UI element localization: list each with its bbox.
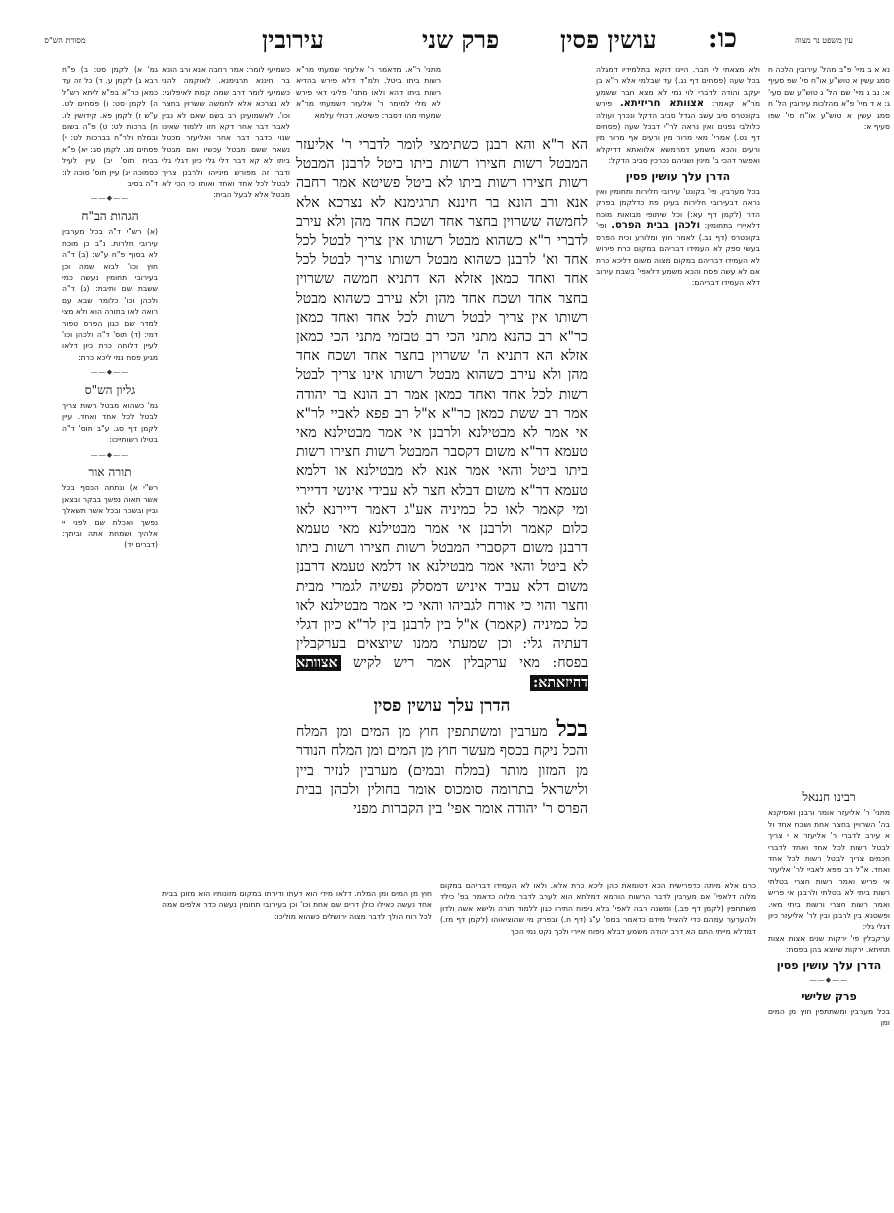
daf-number: כו: <box>708 24 737 54</box>
gilyon-title: גליון הש"ס <box>84 382 136 397</box>
bottom-tosafot-block <box>440 880 756 1180</box>
tractate-name: עירובין <box>262 25 324 54</box>
hagahot-text: (א) רש"י ד"ה בכל מערבין עירובי חלרות. נ"ב כן מוכח לא בסוף פ"ח ע"ש: (ב) ד"ה חוץ וכו' לבוא שמה וכן בעירובי תחומין נעשה כמי ששבת שם ותיבת: (ג) ד"ה ולכהן וכו' כלומר שבא עם רואה לאו בתורה הוא ולא מצי למדר שם כגון הפרס טפור דמי: (ד) תוס' ד"ה ולכהן וכו' לעיין דלוחה כרת כיון דלאו מגיע פסח נמי ליכא כרת: <box>62 227 158 362</box>
bottom-tosafot-text: כרם אלא מיתה כדפרישית הכא דטומאת כהן ליכא כרת אלא. ולאו לא העמידו דבריהם במקום מלוה דלאפי' אם מערבין לדבר הרשות הורמא דמלתא הוא לערב לדבר מלוה כדאמר בפ' כילד משתתפין (לקמן דף פב.) ומשנה רבה לאפי' בלא ניפוח התירו כגון ללמוד תורה ולישא אשה ולדון ולהערער עמהם כדי להציל מידם כדאמר במס' ע"ג (דף ח.) ובפרק מי שהוציאוהו (לקמן דף מז.) דמדלא מייתי התם הא דרב יהודה משמע דבלא ניפוח איירי ולכך נקט נמי הכך <box>440 881 756 936</box>
tosafot-text: ופי' בקונטרס (דף נב.) לאמר חוץ ומלורע וכית הפרס בעשי ספק לא העמידו דבריהם במקום כרת פירוש לא העמידו דבריהם במקום מצוה משום דליכא כרת אם לא עשה פסח והכא משמע דלאפי' בשבת עירוב דלא העמידו דבריהם: <box>596 221 760 288</box>
divider: ——◆—— <box>90 450 130 459</box>
gemara-hadran: הדרן עלך עושין פסין <box>373 695 511 716</box>
gemara-text: הא ר"א והא רבנן כשתימצי לומר לדברי ר' אליעזר המבטל רשות חצירו רשות ביתו ביטל לרבנן המבטל רשות חצירו רשות ביתו לא ביטל פשיטא אמר רחבה אנא ורב הונא בר חיננא תרגימנא לא נצרכא אלא לחמשה ששרוין בחצר אחד ושכח אחד מהן ולא עירב לדברי ר"א כשהוא מבטל רשותו אין צריך לבטל לכל אחד וא' לרבנן כשהוא מבטל רשותו צריך לבטל לכל אחד ואחד כמאן אזלא הא דתניא חמשה ששרוין בחצר אחד ושכח אחד מהן ולא עירב כשהוא מבטל רשותו אין צריך לבטל רשות לכל אחד ואחד כמאן כר"א רב כהנא מתני הכי רב טבזמי מתני הכי כמאן אזלא הא דתניא ה' ששרוין בחצר אחד ושכח אחד מהן ולא עירב כשהוא מבטל רשותו אינו צריך לבטל רשות לכל אחד ואחד כמאן אמר רב הונא בר יהודה אמר רב ששת כמאן כר"א א"ל רב פפא לאביי לר"א אי אמר לא מבטילנא ולרבנן אי אמר מבטילנא מאי טעמא דר"א משום דקסבר המבטל רשות חצירו רשות ביתו ביטל והאי אמר אנא לא מבטילנא או דלמא טעמא דר"א משום דבלא חצר לא עבידי אינשי דדיירי ומי קאמר לאו כל כמיניה אע"ג דאמר דיירנא לאו כלום קאמר ולרבנן אי אמר מבטילנא מאי טעמא דרבנן משום דקסברי המבטל רשות חצירו רשות ביתו לא ביטל והאי אמר מבטילנא או דלמא טעמא דרבנן משום דלא עביד איניש דמסלק נפשיה לגמרי מבית וחצר והוי כי אורח לגביהו והאי כי אמר מבטילנא לאו כל כמיניה (קאמר) א"ל בין לרבנן בין לר"א כיון דגלי דעתיה גלי: וכן שמעתי ממנו שיוצאים בערקבלין בפסח: מאי ערקבלין אמר ריש לקיש <box>296 137 588 672</box>
rabbenu-chananel-text: מתני' ר' אליעזר אומר ורבנן ואסיקנא בה' השרויין בחצר אחת ושכח אחד ול א עירב לדברי ר' אליעזר א י צריך לבטל רשות לכל אחד ואחד לדברי חכמים צריך לבטל רשות לכל אחד ואחד. א"ל רב פפא לאביי לר' אליעזר אי פריש ואמר רשות חצרי בטלתי רשות ביתי לא בטלתי ולרבנן אי פריש ואמר רשות חצרי ורשות ביתי מאי. ופשטנא בין לרבנן ובין לר' אליעזר כיון דגלי גלי: <box>768 808 890 932</box>
ein-mishpat-text: נא א ב מיי' פ"ב מהל' עירובין הלכה ח סמג עשין א טוש"ע או"ח סי' שפ סעיף א: נב ג מיי' שם הל' ג טוש"ע שם סעי' ג: א ד מיי' פ"א מהלכות עירובין הל' ח סמג עשין א טוש"ע או"ח סי' שפו סעיף א: <box>768 65 890 132</box>
rabbenu-chananel-arkablin: ערקבלין פי' ירקות שנים אצות אצות תחיתא. ירקות שיוצא בהן בפסח: <box>768 933 890 955</box>
divider: ——◆—— <box>90 368 130 377</box>
perek-shlishi-text: בכל מערבין ומשתתפין חוץ מן המים ומן <box>768 1006 890 1028</box>
chapter-number: פרק שני <box>422 25 500 54</box>
rabbenu-chananel-title: רבינו חננאל <box>802 790 856 804</box>
tosafot-text: פירש בקונטרס סיב עשב הגדל סביב הדקל ונכרך ועולה כלולבי גפנים ואין נראה לר"י דבכל שעה (פסחים דף נט.) אמרי' מאי מרור מין ורעים אף מרור מין ורעים והכא משמע דמרמשא אלוואתא דדיקלא ואפשר דהכי ב' מינין ושניהם נכרכין סביב הדקל: <box>596 99 760 166</box>
gemara-text-block <box>296 136 588 876</box>
tosafot-text-top: ולא מצאתי לי חבר. היינו דוקא בתלמידיו דמגלה בכל שעה (פסחים דף נג.) עד שבלמי אלא ר"א בן יעקב והודה לדברי לוי נמי לא מצא חבר ששמע מר"א קאמר: <box>596 65 760 109</box>
chapter-name: עושין פסין <box>560 25 657 54</box>
rashi-top-block <box>296 64 441 130</box>
mishnah-first-word: בכל <box>556 716 588 743</box>
tosafot-dibbur: ולכהן בבית הפרס. <box>611 220 700 232</box>
rashi-column <box>162 64 290 880</box>
ein-mishpat-heading: עין משפט נר מצוה <box>795 36 853 45</box>
divider: ——◆—— <box>809 976 849 985</box>
left-margin-block <box>62 64 158 624</box>
tosafot-column <box>596 64 760 884</box>
bottom-rashi-block <box>162 888 432 1178</box>
torah-ohr-text: רש"י א) ונתתה הכסף בכל אשר תאוה נפשך בבקר ובצאן וביין ובשכר ובכל אשר תשאלך נפשך ואכלת שם לפני יי אלהיך ושמחת אתה וביתך: (דברים יד) <box>62 483 158 550</box>
hagahot-title: הגהות הב"ח <box>81 208 139 223</box>
divider: ——◆—— <box>90 194 130 203</box>
rabbenu-chananel-hadran: הדרן עלך עושין פסין <box>776 958 882 972</box>
rabbenu-chananel-block <box>768 786 890 1076</box>
tosafot-dibbur: אצוותא חריזיתא. <box>619 98 705 110</box>
gemara-highlight: אצוותא דחיזאתא: <box>296 655 588 691</box>
rashi-text-top: מתני' ר"א. מדאמר ר' אלעזר שמעתי מר"א רשות ביתו ביטל. ולמ"ד דלא פירש בהדיא רשות ביתו דהא ולאו מתני' פליגי דאי פירש לא מלי למימר ר' אלעזר דשמעתי מר"א שמעתי מהו דסבר: פשיטא. דכולי עלמא <box>296 65 441 120</box>
mesoret-heading: מסורת הש"ס <box>44 36 86 45</box>
torah-ohr-title: תורה אור <box>88 465 132 479</box>
perek-shlishi-title: פרק שלישי <box>801 989 857 1003</box>
bottom-rashi-text: חוץ מן המים ומן המלח. דלאו מידי הוא דעתו ודירתו במקום מזונותיו הוא מזונן בבית אחד נעשה כאילו כולן דרים שם אחת וכו' וכן בעירובי תחומין נעשה כדר אלפים אמה לכל רוח הולך לדבר מצוה ירושלים כשהוא מוליכו: <box>162 889 432 921</box>
rashi-text: כשמיעי לומר: אמר רחבה אנא ורב הונא בר חיננא תרגימנא. לאוקמה להני כשמיעי לומר דרב שמה קמת לאיפלוגי: לא נצרכא אלא לחמשה ששרוין בחצר וכו'. לאשמועינן רב בשם שאם לא נבין לאבר דבר אחר דקא חזו ללמוד שאינו שנוי כדבר דבר אחר ואליעזר מכטל נשאר ששם מבטל עכשיו ואם מבטל ביתו לא קא דבר דלי גלי כיון דגלי גלי ודבר זה מפורש מינייהו ולרבנן צריך לבטל לכל אחד ואחד ואותו כי הכי לא מבטל אלא לבעל הבית: <box>162 65 290 200</box>
mesoret-text: גמ' א) לקמן סט: ב) פ"ח רבא ג) לקמן ע. ד) כל זה עד כמאן כר"א בפ"א ליתא רש"ל ה) לקמן סט: ו) פסחים לט. ע"ש ז) לקמן פא. קידושין לו. ח) ברכות לט: ט) פ"ה בשום ובמלח ולר"ח בברכות לט: י) פסחים מג. לקמן סג: יא) פ"א בבית תוס' יב) עיין לעיל כסמוכה יג) עיין תוס' סוכה לו: ד"ה בסיב <box>62 65 158 189</box>
mishnah-text: מערבין ומשתתפין חוץ מן המים ומן המלח והכל ניקח בכסף מעשר חוץ מן המים ומן המלח הנודר מן המזון מותר (במלח ובמים) מערבין לנזיר ביין ולישראל בתרומה סומכוס אומר בחולין ולכהן בבית הפרס ר' יהודה אומר אפי' בין הקברות מפני <box>296 724 588 817</box>
tosafot-text: בכל מערבין. פי' בקונט' עירובי חלירות ותחומין ואין נראה דבעירובי חלירות בעינן פת כדלקמן בפרק הדר (לקמן דף עא:) וכל שיתופי מבואות מוכח דלאיירי בתחומין: <box>596 187 760 231</box>
gilyon-text: גמ' כשהוא מבטל רשות צריך לבטל לכל אחד ואחד. עיין לקמן דף סג. ע"ב תוס' ד"ה בטילו רשותייכו: <box>62 400 158 445</box>
ein-mishpat-block <box>768 64 890 194</box>
tosafot-hadran: הדרן עלך עושין פסין <box>625 169 731 183</box>
